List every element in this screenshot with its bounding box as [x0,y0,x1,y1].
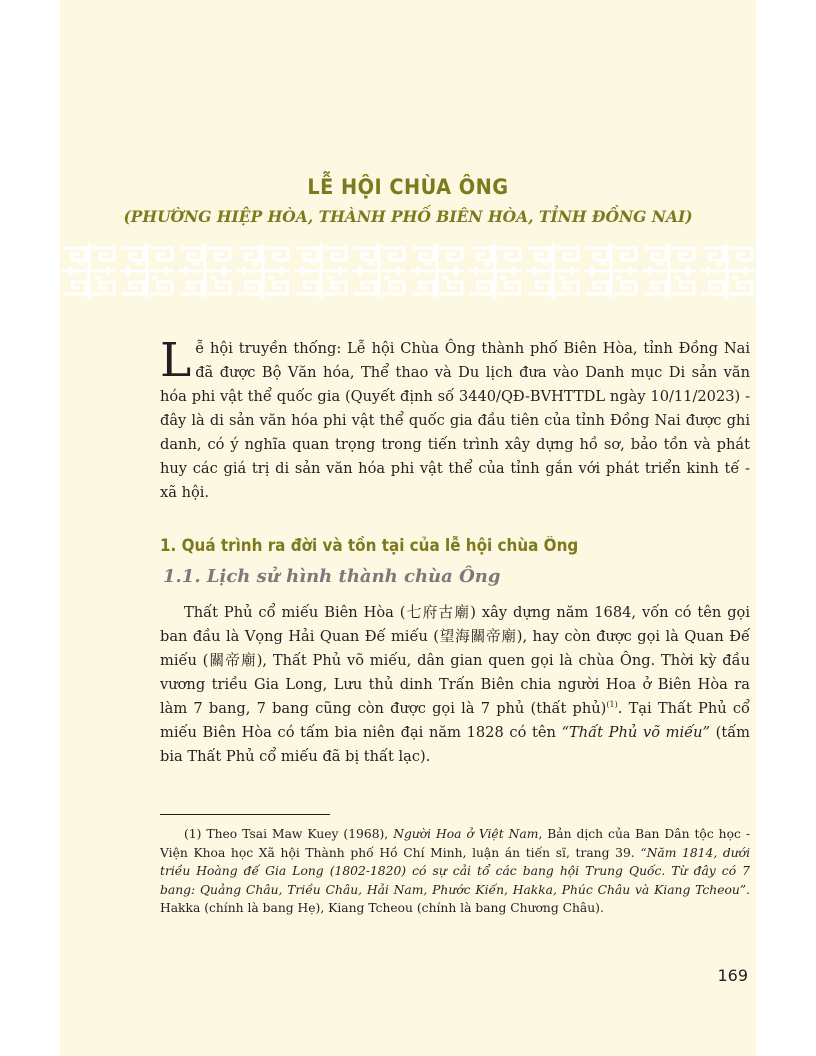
drop-cap: L [160,333,192,388]
history-italic-name: “Thất Phủ võ miếu” [561,724,710,741]
footnote-text-2: , Bản dịch của Ban Dân tộc học - Viện Khoa học Xã hội Thành phố Hồ Chí Minh, luận án tiến sĩ, trang 39. [160,827,750,860]
page-number: 169 [717,966,748,985]
footnote-book-title: Người Hoa ở Việt Nam [393,827,539,841]
history-paragraph [160,601,750,769]
history-text-3: (tấm bia Thất Phủ cổ miếu đã bị thất lạc). [160,724,751,765]
page-title: LỄ HỘI CHÙA ÔNG [307,175,509,199]
intro-text: ễ hội truyền thống: Lễ hội Chùa Ông thành phố Biên Hòa, tỉnh Đồng Nai đã được Bộ Văn hóa, Thể thao và Du lịch đưa vào Danh mục Di sản văn hóa phi vật thể quốc gia (Quyết định số 3440/QĐ-BVHTTDL ngày 10/11/2023) - đây là di sản văn hóa phi vật thể quốc gia đầu tiên của tỉnh Đồng Nai được ghi danh, có ý nghĩa quan trọng trong tiến trình xây dựng hồ sơ, bảo tồn và phát huy các giá trị di sản văn hóa phi vật thể của tỉnh gắn với phát triển kinh tế - xã hội. [160,340,750,501]
footnote-quote: “Năm 1814, dưới triều Hoàng đế Gia Long (1802-1820) có sự cải tổ các bang hội Trung Quốc. Từ đây có 7 bang: Quảng Châu, Triều Châu, Hải Nam, Phước Kiến, Hakka, Phúc Châu và Kiang Tcheou” [160,845,751,897]
footnote-text-3: . Hakka (chính là bang Hẹ), Kiang Tcheou (chính là bang Chương Châu). [160,882,750,915]
subsection-heading: 1.1. Lịch sử hình thành chùa Ông [163,566,501,587]
book-page [60,0,756,1056]
footnote-divider [160,814,330,815]
page-subtitle: (PHƯỜNG HIỆP HÒA, THÀNH PHỐ BIÊN HÒA, TỈNH ĐỒNG NAI) [123,207,693,226]
section-heading: 1. Quá trình ra đời và tồn tại của lễ hội chùa Ông [160,536,579,555]
history-text-2: . Tại Thất Phủ cổ miếu Biên Hòa có tấm bia niên đại năm 1828 có tên [160,700,750,741]
footnote [160,825,750,918]
intro-paragraph [160,333,750,505]
fret-pattern-border-icon [60,238,756,304]
history-text-1: Thất Phủ cổ miếu Biên Hòa (七府古廟) xây dựng năm 1684, vốn có tên gọi ban đầu là Vọng Hải Quan Đế miếu (望海關帝廟), hay còn được gọi là Quan Đế miếu (關帝廟), Thất Phủ võ miếu, dân gian quen gọi là chùa Ông. Thời kỳ đầu vương triều Gia Long, Lưu thủ dinh Trấn Biên chia người Hoa ở Biên Hòa ra làm 7 bang, 7 bang cũng còn được gọi là 7 phủ (thất phủ) [160,604,750,717]
footnote-reference[interactable]: (1) [606,700,618,710]
footnote-text-1: (1) Theo Tsai Maw Kuey (1968), [184,827,394,841]
